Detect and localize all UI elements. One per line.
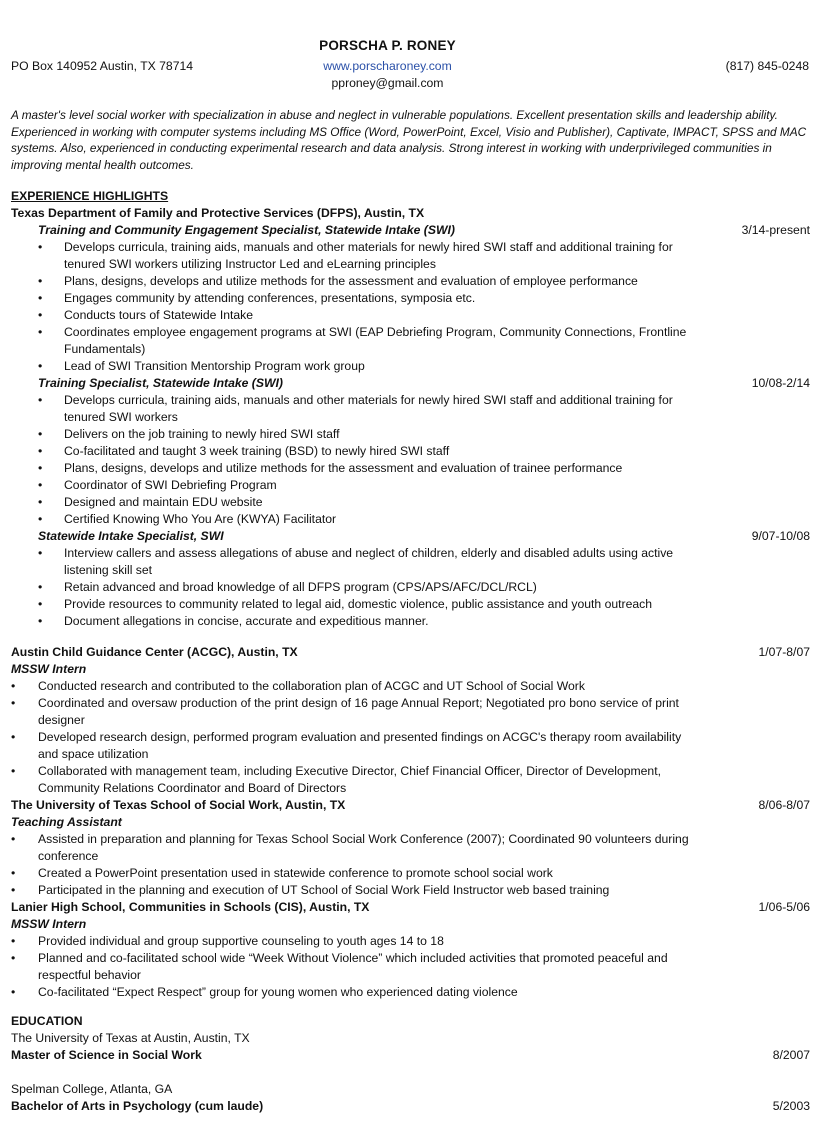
email-address: pproney@gmail.com [331, 76, 444, 90]
employer-acgc [11, 644, 810, 661]
list-item: • Plans, designs, develops and utilize methods for the assessment and evaluation of trainee performance [11, 460, 810, 477]
list-item: • Interview callers and assess allegations of abuse and neglect of children, elderly and disabled adults using active listening skill set [11, 545, 810, 579]
duties-list [11, 392, 810, 528]
school-name: Spelman College, Atlanta, GA [11, 1082, 173, 1096]
website-link[interactable]: www.porscharoney.com [323, 59, 452, 73]
duties-list [11, 831, 810, 899]
job-dates: 1/07-8/07 [758, 645, 810, 659]
job-title-text: Training Specialist, Statewide Intake (SWI) [38, 376, 283, 390]
list-item: • Co-facilitated “Expect Respect” group for young women who experienced dating violence [11, 984, 810, 1001]
job-dates: 10/08-2/14 [751, 376, 810, 390]
duties-list [11, 239, 810, 375]
list-item: • Plans, designs, develops and utilize methods for the assessment and evaluation of employee performance [11, 273, 810, 290]
degree [11, 1047, 810, 1064]
list-item: • Lead of SWI Transition Mentorship Program work group [11, 358, 810, 375]
education-heading: EDUCATION [11, 1014, 83, 1028]
resume-name: PORSCHA P. RONEY [319, 38, 456, 53]
employer-name: The University of Texas School of Social Work, Austin, TX [11, 798, 346, 812]
job-title: MSSW Intern [11, 662, 87, 676]
list-item: • Developed research design, performed program evaluation and presented findings on ACGC's therapy room availability and space utilization [11, 729, 810, 763]
school-name: The University of Texas at Austin, Austin, TX [11, 1031, 250, 1045]
list-item: • Certified Knowing Who You Are (KWYA) Facilitator [11, 511, 810, 528]
list-item: • Coordinates employee engagement programs at SWI (EAP Debriefing Program, Community Connections, Frontline Fundamentals) [11, 324, 810, 358]
resume-body [11, 188, 810, 1115]
degree-name: Master of Science in Social Work [11, 1048, 202, 1062]
degree-name: Bachelor of Arts in Psychology (cum laude) [11, 1099, 264, 1113]
degree [11, 1098, 810, 1115]
employer-name: Austin Child Guidance Center (ACGC), Austin, TX [11, 645, 298, 659]
list-item: • Provided individual and group supportive counseling to youth ages 14 to 18 [11, 933, 810, 950]
job-title-text: Statewide Intake Specialist, SWI [38, 529, 224, 543]
job-dates: 1/06-5/06 [758, 900, 810, 914]
job-dates: 9/07-10/08 [751, 529, 810, 543]
experience-heading: EXPERIENCE HIGHLIGHTS [11, 189, 169, 203]
list-item: • Co-facilitated and taught 3 week training (BSD) to newly hired SWI staff [11, 443, 810, 460]
job-title-text: Training and Community Engagement Specialist, Statewide Intake (SWI) [38, 223, 455, 237]
job-dates: 3/14-present [741, 223, 810, 237]
list-item: • Participated in the planning and execution of UT School of Social Work Field Instructor web based training [11, 882, 810, 899]
duties-list [11, 933, 810, 1001]
degree-date: 5/2003 [772, 1099, 810, 1113]
list-item: • Created a PowerPoint presentation used in statewide conference to promote school social work [11, 865, 810, 882]
list-item: • Coordinator of SWI Debriefing Program [11, 477, 810, 494]
job-title [11, 528, 810, 545]
duties-list [11, 678, 810, 797]
list-item: • Conducts tours of Statewide Intake [11, 307, 810, 324]
employer-name: Lanier High School, Communities in Schools (CIS), Austin, TX [11, 900, 370, 914]
employer-ut [11, 797, 810, 814]
list-item: • Delivers on the job training to newly hired SWI staff [11, 426, 810, 443]
job-title: Teaching Assistant [11, 815, 122, 829]
list-item: • Conducted research and contributed to the collaboration plan of ACGC and UT School of Social Work [11, 678, 810, 695]
summary-paragraph: A master's level social worker with specialization in abuse and neglect in vulnerable populations. Excellent presentation skills and leadership ability. Experienced in working with computer systems including MS Office (Word, PowerPoint, Excel, Visio and Publisher), Captivate, IMPACT, SPSS and MAC systems. Also, experienced in conducting experimental research and data analysis. Strong interest in working with underprivileged communities in improving mental health outcomes. [11, 108, 807, 172]
list-item: • Planned and co-facilitated school wide “Week Without Violence” which included activities that promoted peaceful and respectful behavior [11, 950, 810, 984]
employer-lanier [11, 899, 810, 916]
list-item: • Develops curricula, training aids, manuals and other materials for newly hired SWI staff and additional training for tenured SWI workers [11, 392, 810, 426]
duties-list [11, 545, 810, 630]
list-item: • Designed and maintain EDU website [11, 494, 810, 511]
list-item: • Develops curricula, training aids, manuals and other materials for newly hired SWI staff and additional training for tenured SWI workers utilizing Instructor Led and eLearning principles [11, 239, 810, 273]
job-title [11, 375, 810, 392]
job-title [11, 222, 810, 239]
job-dates: 8/06-8/07 [758, 798, 810, 812]
list-item: • Assisted in preparation and planning for Texas School Social Work Conference (2007); Coordinated 90 volunteers during conference [11, 831, 810, 865]
list-item: • Engages community by attending conferences, presentations, symposia etc. [11, 290, 810, 307]
job-title: MSSW Intern [11, 917, 87, 931]
phone-number: (817) 845-0248 [725, 59, 809, 73]
list-item: • Provide resources to community related to legal aid, domestic violence, public assistance and youth outreach [11, 596, 810, 613]
list-item: • Retain advanced and broad knowledge of all DFPS program (CPS/APS/AFC/DCL/RCL) [11, 579, 810, 596]
list-item: • Collaborated with management team, including Executive Director, Chief Financial Officer, Director of Development, Community Relations Coordinator and Board of Directors [11, 763, 810, 797]
list-item: • Coordinated and oversaw production of the print design of 16 page Annual Report; Negotiated pro bono service of print designer [11, 695, 810, 729]
employer-dfps: Texas Department of Family and Protective Services (DFPS), Austin, TX [11, 206, 425, 220]
degree-date: 8/2007 [772, 1048, 810, 1062]
list-item: • Document allegations in concise, accurate and expeditious manner. [11, 613, 810, 630]
mailing-address: PO Box 140952 Austin, TX 78714 [11, 59, 194, 73]
